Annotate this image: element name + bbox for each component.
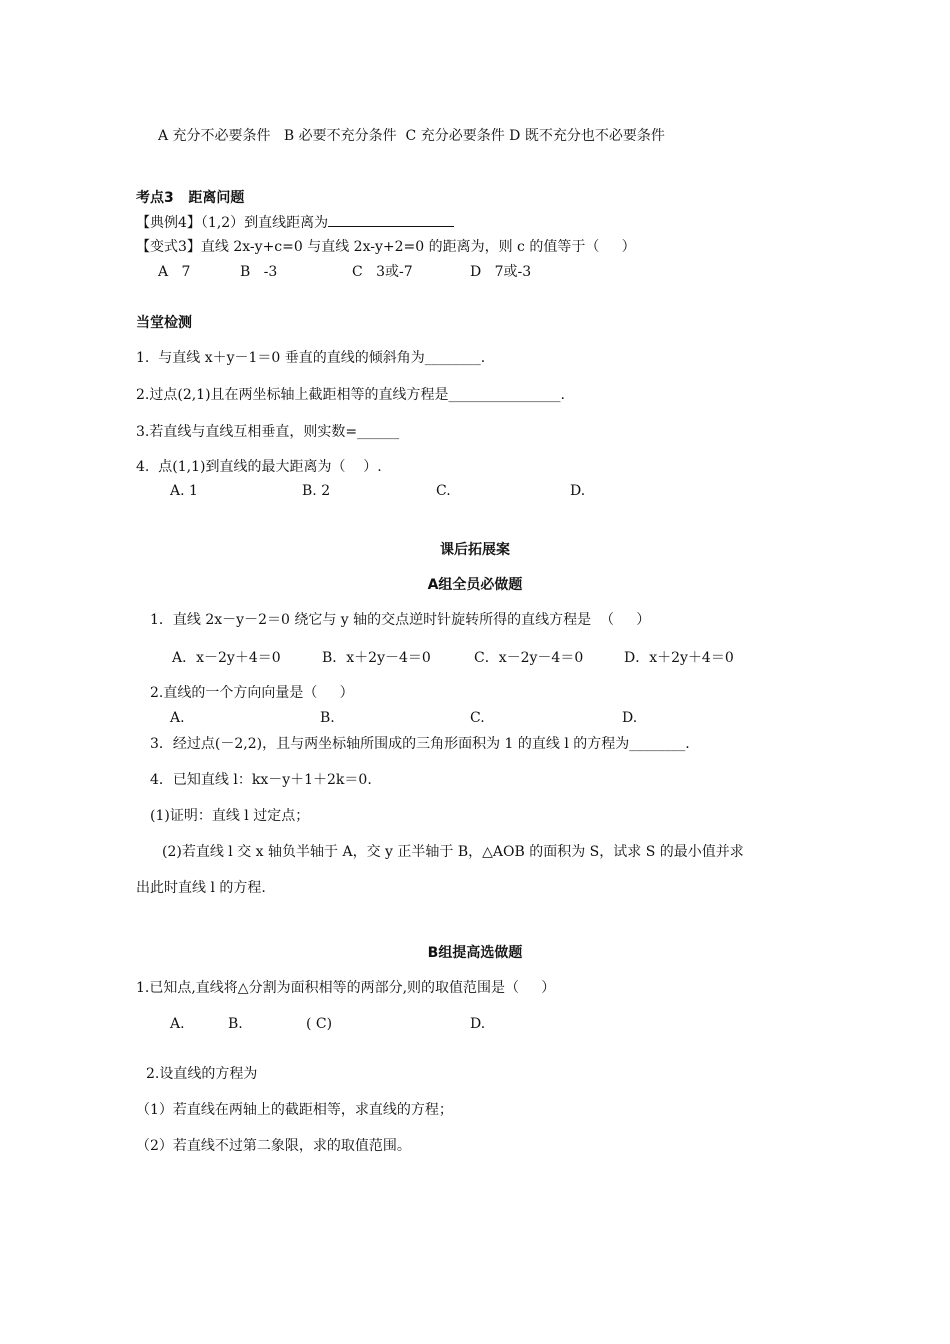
variant3-option-a: A 7 [158,264,191,280]
section-heading-classroom-test: 当堂检测 [136,315,192,331]
example4-label: 【典例4】 [136,215,201,231]
variant3-line [136,237,636,257]
a4-part-2-line-2: 出此时直线 l 的方程. [136,880,266,896]
example4-line [136,212,454,233]
b1-option-c: ( C) [306,1016,333,1032]
test-question-1: 1. 与直线 x＋y－1＝0 垂直的直线的倾斜角为________. [136,350,486,366]
group-a-question-2: 2.直线的一个方向向量是（ ） [150,685,354,701]
test-question-3: 3.若直线与直线互相垂直，则实数=______ [136,424,400,440]
variant3-option-b: B -3 [240,264,278,280]
a1-option-a: A．x－2y＋4＝0 [172,650,281,666]
b2-part-2: （2）若直线不过第二象限，求的取值范围。 [136,1138,411,1154]
q4-option-c: C. [436,483,451,499]
a1-option-c: C．x－2y－4＝0 [474,650,584,666]
group-b-title: B组提高选做题 [427,945,523,961]
a2-option-b: B. [320,710,335,726]
test-question-2: 2.过点(2,1)且在两坐标轴上截距相等的直线方程是________________. [136,387,565,403]
test-question-4: 4. 点(1,1)到直线的最大距离为（ ）. [136,459,382,475]
q4-option-d: D. [570,483,586,499]
homework-title: 课后拓展案 [440,542,510,558]
group-a-title: A组全员必做题 [427,577,523,593]
variant3-option-d: D 7或-3 [470,264,532,280]
a2-option-c: C. [470,710,485,726]
a1-option-b: B．x＋2y－4＝0 [322,650,431,666]
choice-options-line: A 充分不必要条件 B 必要不充分条件 C 充分必要条件 D 既不充分也不必要条件 [158,128,665,144]
a4-part-1: (1)证明：直线 l 过定点； [150,808,310,824]
group-b-question-1: 1.已知点,直线将△分割为面积相等的两部分,则的取值范围是（ ） [136,980,556,996]
group-a-question-4: 4．已知直线 l：kx－y＋1＋2k＝0. [150,772,372,788]
example4-text: （1,2）到直线距离为 [200,215,329,231]
answer-blank [328,212,454,227]
b1-option-b: B. [228,1016,243,1032]
b1-option-a: A. [170,1016,185,1032]
b2-part-1: （1）若直线在两轴上的截距相等，求直线的方程； [136,1102,453,1118]
group-b-question-2: 2.设直线的方程为 [146,1066,258,1082]
variant3-label: 【变式3】 [136,239,201,255]
a2-option-a: A. [170,710,185,726]
a2-option-d: D. [622,710,638,726]
a1-option-d: D．x＋2y＋4＝0 [624,650,734,666]
b1-option-d: D. [470,1016,486,1032]
group-a-question-1: 1．直线 2x－y－2＝0 绕它与 y 轴的交点逆时针旋转所得的直线方程是 （ ） [150,612,651,628]
group-a-question-3: 3．经过点(－2,2)，且与两坐标轴所围成的三角形面积为 1 的直线 l 的方程为________. [150,736,690,752]
section-heading-distance: 考点3 距离问题 [136,190,245,206]
variant3-text: 直线 2x-y+c=0 与直线 2x-y+2=0 的距离为，则 c 的值等于（ ） [200,239,636,255]
q4-option-a: A. 1 [170,483,198,499]
a4-part-2-line-1: (2)若直线 l 交 x 轴负半轴于 A，交 y 正半轴于 B，△AOB 的面积为 S，试求 S 的最小值并求 [162,844,744,860]
q4-option-b: B. 2 [302,483,331,499]
variant3-option-c: C 3或-7 [352,264,413,280]
